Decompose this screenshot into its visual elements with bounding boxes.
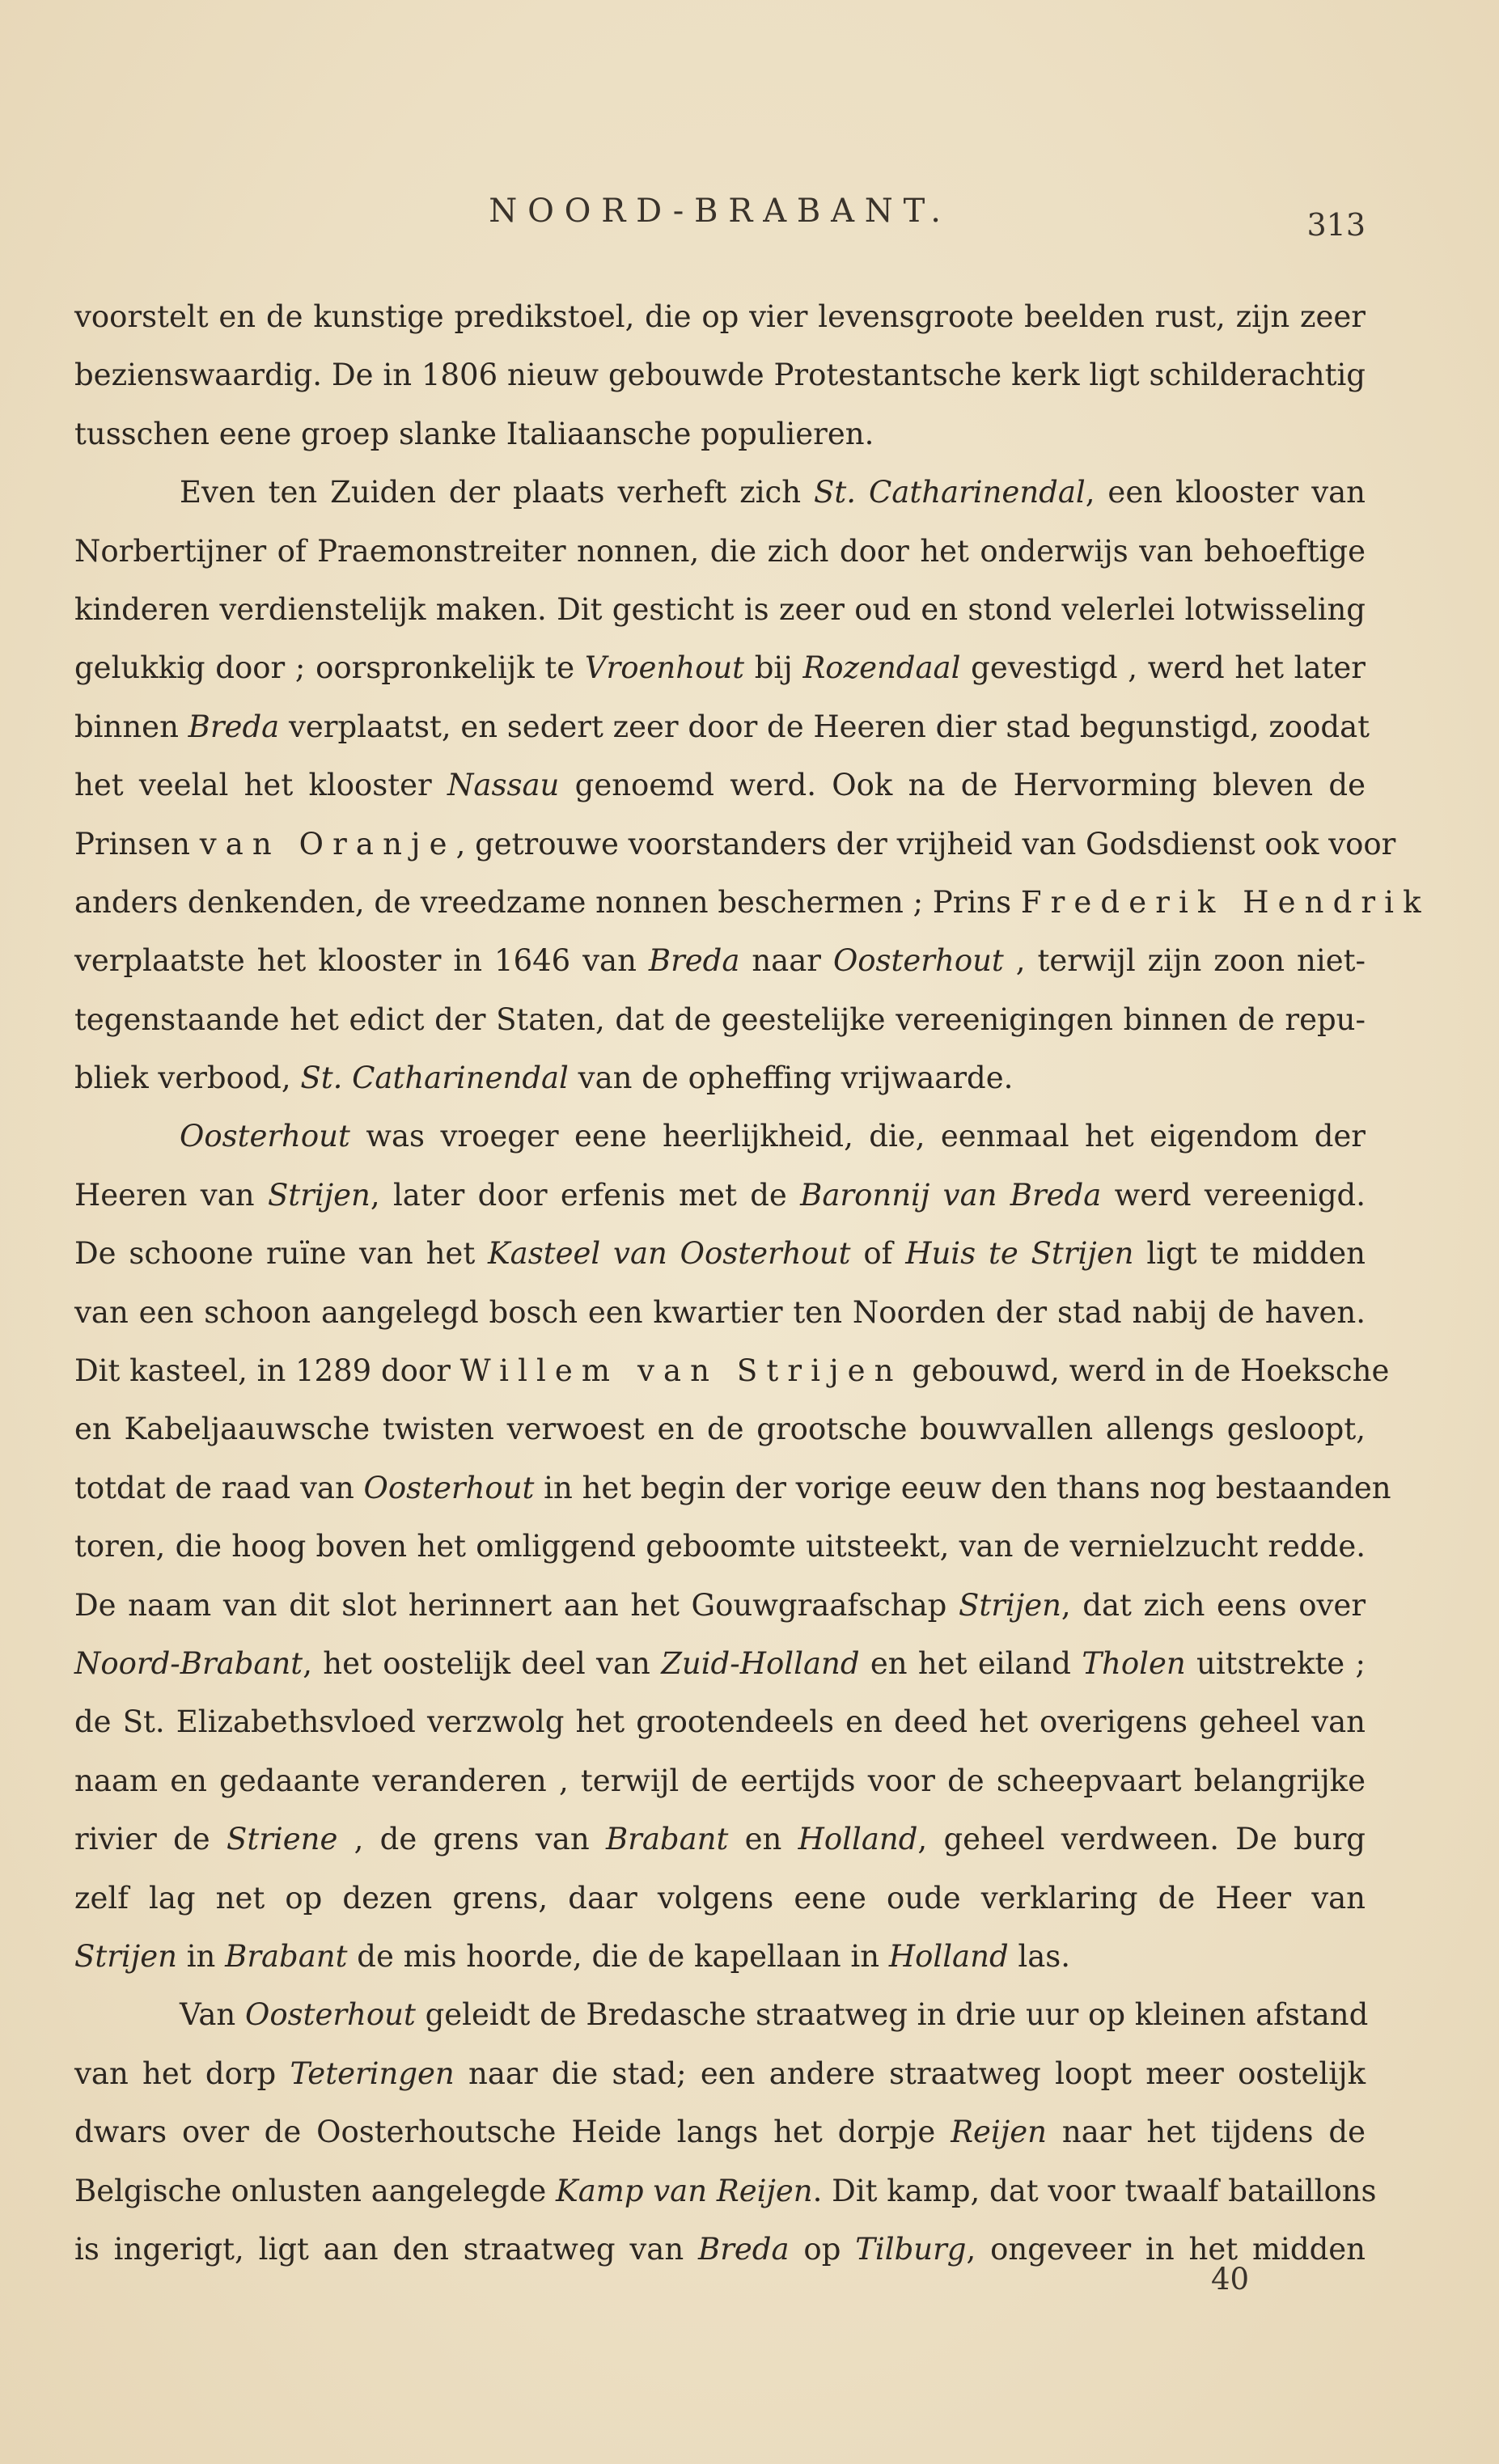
text-line [74, 815, 1396, 874]
body-text [74, 288, 1430, 2279]
text-line [74, 932, 1366, 990]
text-segment: van het dorp [74, 2055, 290, 2091]
text-segment: Heeren van [74, 1177, 268, 1213]
text-segment: , het oostelijk deel van [303, 1645, 662, 1681]
text-segment: anders denkenden, de vreedzame nonnen beschermen ; Prins [74, 884, 1021, 920]
text-line [74, 1284, 1366, 1342]
italic-text: Brabant [225, 1938, 348, 1974]
text-line [74, 1869, 1366, 1928]
text-segment: binnen [74, 709, 188, 744]
text-segment: gelukkig door ; oorspronkelijk te [74, 650, 585, 686]
text-line [74, 1810, 1366, 1869]
italic-text: Breda [698, 2231, 790, 2267]
text-line [74, 991, 1366, 1049]
text-segment: verplaatste het klooster in 1646 van [74, 943, 649, 979]
text-segment: de mis hoorde, die de kapellaan in [347, 1938, 889, 1974]
italic-text: Reijen [951, 2115, 1047, 2150]
text-segment: Norbertijner of Praemonstreiter nonnen, die zich door het onderwijs van behoeftige [74, 533, 1366, 569]
text-line [74, 464, 1366, 522]
text-segment: het veelal het klooster [74, 768, 448, 803]
italic-text: Kasteel van Oosterhout [488, 1236, 851, 1272]
text-segment: verplaatst, en sedert zeer door de Heeren dier stad begunstigd, zoodat [279, 709, 1370, 744]
text-line [74, 639, 1366, 697]
text-segment: naar die stad; een andere straatweg loopt meer oostelijk [454, 2055, 1366, 2091]
text-segment: op [789, 2231, 856, 2267]
text-line [74, 874, 1430, 932]
italic-text: Teteringen [290, 2055, 455, 2091]
italic-text: St. Catharinendal [300, 1061, 569, 1096]
text-line [74, 1342, 1390, 1400]
text-line [74, 1752, 1366, 1810]
text-segment: , later door erfenis met de [370, 1177, 801, 1213]
text-segment: of [850, 1236, 906, 1272]
text-segment: , de grens van [337, 1822, 606, 1857]
text-segment: naar [739, 943, 833, 979]
text-segment: en het eiland [859, 1645, 1082, 1681]
text-line [74, 1518, 1366, 1576]
text-segment: in [176, 1938, 226, 1974]
italic-text: Baronnij van Breda [800, 1177, 1102, 1213]
text-segment: Van [180, 1997, 245, 2033]
text-segment: , terwijl zijn zoon niet- [1003, 943, 1366, 979]
text-segment: zelf lag net op dezen grens, daar volgens eene oude verklaring de Heer van [74, 1880, 1366, 1916]
text-segment: geleidt de Bredasche straatweg in drie uur op kleinen afstand [415, 1997, 1369, 2033]
text-line [74, 405, 1366, 464]
text-line [74, 1459, 1391, 1518]
spaced-text: Willem van Strijen [459, 1353, 903, 1389]
text-segment: . Dit kamp, dat voor twaalf bataillons [812, 2173, 1377, 2208]
page-header [74, 193, 1366, 249]
text-segment: in het begin der vorige eeuw den thans nog bestaanden [534, 1470, 1391, 1505]
italic-text: Tilburg [855, 2231, 967, 2267]
italic-text: Nassau [447, 768, 560, 803]
page-number: 313 [1306, 207, 1366, 243]
text-segment: dwars over de Oosterhoutsche Heide langs het dorpje [74, 2115, 951, 2150]
italic-text: Oosterhout [244, 1997, 416, 2033]
italic-text: Strijen [958, 1587, 1061, 1623]
text-line [74, 1107, 1366, 1166]
text-segment: genoemd werd. Ook na de Hervorming bleven de [559, 768, 1366, 803]
text-line [74, 2221, 1366, 2279]
italic-text: Noord-Brabant [74, 1645, 303, 1681]
text-segment: bezienswaardig. De in 1806 nieuw gebouwde Protestantsche kerk ligt schilderachtig [74, 358, 1366, 393]
text-line [74, 698, 1370, 756]
italic-text: Oosterhout [363, 1470, 535, 1505]
italic-text: Brabant [605, 1822, 729, 1857]
text-segment: , dat zich eens over [1061, 1587, 1366, 1623]
italic-text: Breda [648, 943, 740, 979]
text-segment: en [728, 1822, 798, 1857]
italic-text: Rozendaal [802, 650, 961, 686]
text-line [74, 2103, 1366, 2161]
signature-mark: 40 [1211, 2262, 1250, 2297]
text-line [74, 1693, 1366, 1751]
text-segment: tegenstaande het edict der Staten, dat de geestelijke vereenigingen binnen de repu- [74, 1001, 1366, 1037]
text-segment: van de opheffing vrijwaarde. [568, 1061, 1014, 1096]
text-segment: las. [1008, 1938, 1071, 1974]
text-segment: Even ten Zuiden der plaats verheft zich [180, 475, 815, 510]
italic-text: Huis te Strijen [905, 1236, 1134, 1272]
italic-text: Holland [888, 1938, 1009, 1974]
text-segment: De naam van dit slot herinnert aan het Gouwgraafschap [74, 1587, 959, 1623]
text-segment: gebouwd, werd in de Hoeksche [902, 1353, 1390, 1389]
text-line [74, 1225, 1366, 1283]
running-title: NOORD-BRABANT. [489, 193, 951, 230]
text-line [74, 2162, 1377, 2221]
text-segment: gevestigd , werd het later [960, 650, 1366, 686]
text-segment: is ingerigt, ligt aan den straatweg van [74, 2231, 699, 2267]
text-line [74, 581, 1366, 639]
text-segment: voorstelt en de kunstige predikstoel, die op vier levensgroote beelden rust, zijn zeer [74, 299, 1366, 334]
text-segment: totdat de raad van [74, 1470, 364, 1505]
text-segment: Prinsen [74, 826, 200, 862]
text-segment: en Kabeljaauwsche twisten verwoest en de grootsche bouwvallen allengs gesloopt, [74, 1412, 1366, 1447]
italic-text: Breda [188, 709, 280, 744]
text-line [74, 1986, 1369, 2044]
text-segment: tusschen eene groep slanke Italiaansche populieren. [74, 416, 874, 451]
italic-text: Strijen [74, 1938, 177, 1974]
text-segment: , ongeveer in het midden [966, 2231, 1366, 2267]
spaced-text: Frederik Hendrik [1020, 884, 1430, 920]
italic-text: Zuid-Holland [661, 1645, 860, 1681]
italic-text: Striene [226, 1822, 338, 1857]
text-segment: de St. Elizabethsvloed verzwolg het grootendeels en deed het overigens geheel van [74, 1704, 1366, 1740]
text-line [74, 523, 1366, 581]
text-segment: werd vereenigd. [1101, 1177, 1366, 1213]
text-segment: rivier de [74, 1822, 227, 1857]
italic-text: St. Catharinendal [814, 475, 1086, 510]
text-segment: bij [744, 650, 803, 686]
italic-text: Oosterhout [180, 1119, 350, 1154]
text-line [74, 1049, 1366, 1107]
text-line [74, 1928, 1366, 1986]
text-line [74, 2045, 1366, 2103]
text-segment: bliek verbood, [74, 1061, 301, 1096]
text-line [74, 1635, 1366, 1693]
text-segment: was vroeger eene heerlijkheid, die, eenmaal het eigendom der [349, 1119, 1366, 1154]
text-line [74, 1577, 1366, 1635]
text-segment: De schoone ruïne van het [74, 1236, 489, 1272]
text-segment: naar het tijdens de [1047, 2115, 1366, 2150]
italic-text: Kamp van Reijen [556, 2173, 813, 2208]
text-segment: uitstrekte ; [1185, 1645, 1366, 1681]
text-segment: naam en gedaante veranderen , terwijl de eertijds voor de scheepvaart belangrijke [74, 1763, 1366, 1798]
italic-text: Tholen [1082, 1645, 1186, 1681]
italic-text: Strijen [267, 1177, 371, 1213]
text-segment: , een klooster van [1085, 475, 1366, 510]
text-segment: Dit kasteel, in 1289 door [74, 1353, 460, 1389]
text-segment: Belgische onlusten aangelegde [74, 2173, 557, 2208]
spaced-text: van Oranje [199, 826, 456, 862]
text-line [74, 756, 1366, 815]
text-segment: ligt te midden [1133, 1236, 1366, 1272]
text-line [74, 1400, 1366, 1459]
italic-text: Vroenhout [584, 650, 745, 686]
text-line [74, 288, 1366, 346]
text-line [74, 346, 1366, 404]
text-segment: kinderen verdienstelijk maken. Dit gesticht is zeer oud en stond velerlei lotwisseling [74, 591, 1366, 627]
italic-text: Holland [798, 1822, 918, 1857]
italic-text: Oosterhout [832, 943, 1004, 979]
text-segment: van een schoon aangelegd bosch een kwartier ten Noorden der stad nabij de haven. [74, 1294, 1366, 1330]
text-segment: toren, die hoog boven het omliggend geboomte uitsteekt, van de vernielzucht redde. [74, 1529, 1366, 1564]
text-segment: , getrouwe voorstanders der vrijheid van Godsdienst ook voor [455, 826, 1396, 862]
text-line [74, 1166, 1366, 1225]
text-segment: , geheel verdween. De burg [917, 1822, 1366, 1857]
